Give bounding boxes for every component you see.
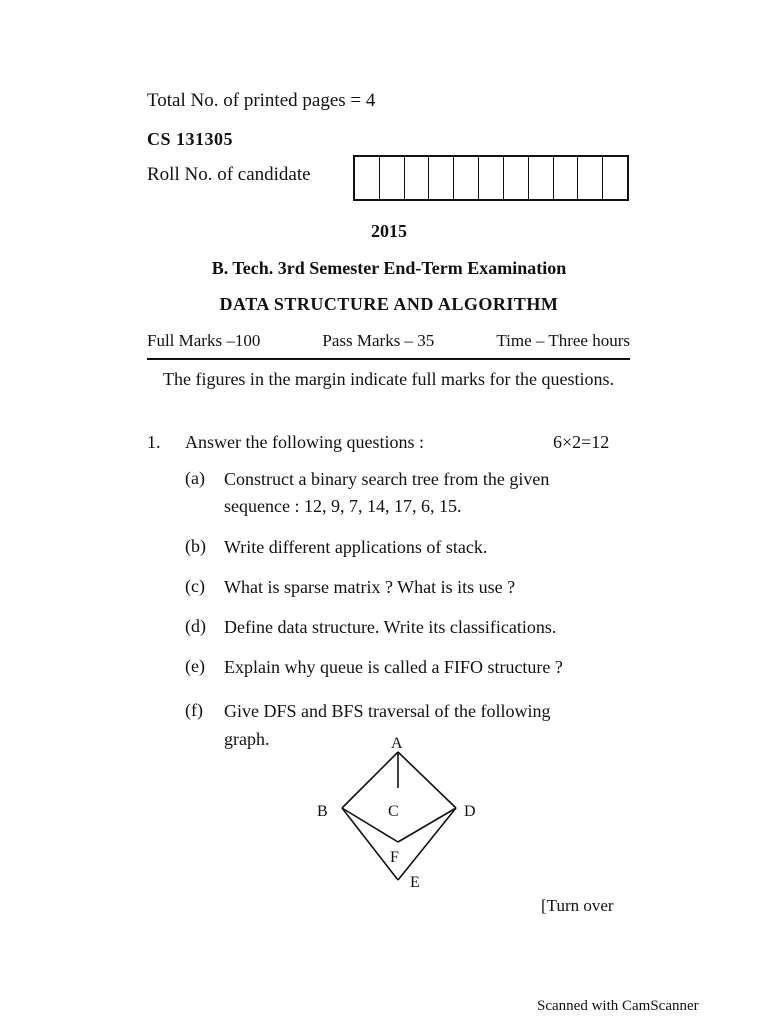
- part-text-c: What is sparse matrix ? What is its use ?: [224, 577, 516, 597]
- total-printed-pages: Total No. of printed pages = 4: [147, 90, 376, 111]
- time-allowed: Time – Three hours: [496, 331, 630, 350]
- part-label-f: (f): [185, 700, 203, 720]
- node-label-d: D: [464, 803, 476, 820]
- roll-number-box: [504, 157, 529, 199]
- roll-number-box: [380, 157, 405, 199]
- part-label-b: (b): [185, 536, 206, 556]
- node-label-c: C: [388, 803, 399, 820]
- node-label-f: F: [390, 849, 399, 866]
- part-text-b: Write different applications of stack.: [224, 537, 488, 557]
- part-label-d: (d): [185, 616, 206, 636]
- part-text-a-continued: sequence : 12, 9, 7, 14, 17, 6, 15.: [224, 496, 462, 516]
- part-label-a: (a): [185, 468, 205, 488]
- full-marks: Full Marks –100: [147, 331, 261, 350]
- scanner-watermark: Scanned with CamScanner: [537, 998, 699, 1014]
- roll-number-box: [554, 157, 579, 199]
- question-text: Answer the following questions :: [185, 432, 424, 452]
- roll-number-label: Roll No. of candidate: [147, 164, 311, 185]
- course-code: CS 131305: [147, 129, 234, 149]
- part-text-a: Construct a binary search tree from the given: [224, 469, 550, 489]
- roll-number-box: [578, 157, 603, 199]
- exam-year: 2015: [371, 221, 407, 241]
- roll-number-box: [429, 157, 454, 199]
- edge-a-d: [398, 752, 456, 808]
- marks-row: [147, 331, 630, 351]
- roll-number-box: [405, 157, 430, 199]
- roll-number-boxes: [353, 155, 629, 201]
- roll-number-box: [355, 157, 380, 199]
- node-label-e: E: [410, 874, 420, 891]
- graph-diagram: [300, 730, 500, 900]
- part-text-e: Explain why queue is called a FIFO structure ?: [224, 657, 563, 677]
- question-number: 1.: [147, 432, 161, 452]
- part-text-d: Define data structure. Write its classifications.: [224, 617, 557, 637]
- exam-name: B. Tech. 3rd Semester End-Term Examination: [211, 258, 567, 278]
- roll-number-box: [454, 157, 479, 199]
- pass-marks: Pass Marks – 35: [322, 331, 435, 350]
- edge-a-b: [342, 752, 398, 808]
- subject-title: DATA STRUCTURE AND ALGORITHM: [219, 294, 559, 314]
- header-rule: [147, 358, 630, 360]
- turn-over-note: [Turn over: [541, 896, 614, 915]
- part-text-f-continued: graph.: [224, 729, 270, 749]
- instruction-text: The figures in the margin indicate full marks for the questions.: [162, 369, 615, 389]
- edge-d-f: [398, 808, 456, 842]
- node-label-b: B: [317, 803, 328, 820]
- node-label-a: A: [391, 735, 403, 752]
- part-text-f: Give DFS and BFS traversal of the following: [224, 701, 551, 721]
- roll-number-box: [479, 157, 504, 199]
- roll-number-box: [603, 157, 627, 199]
- part-label-e: (e): [185, 656, 205, 676]
- edge-d-e: [398, 808, 456, 880]
- question-marks: 6×2=12: [553, 432, 610, 452]
- part-label-c: (c): [185, 576, 205, 596]
- roll-number-box: [529, 157, 554, 199]
